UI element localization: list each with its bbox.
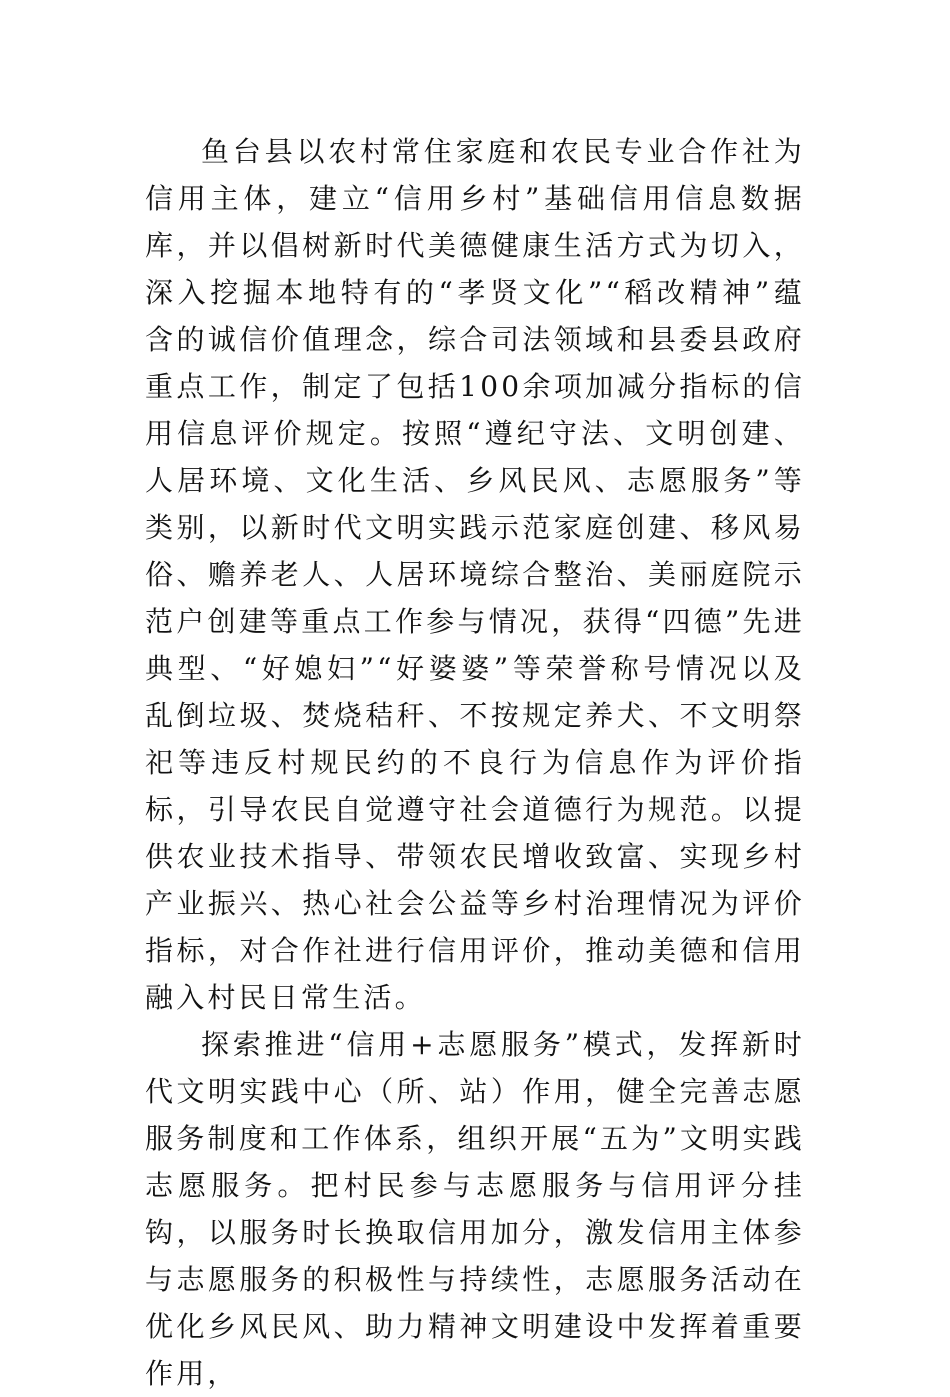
paragraph-volunteer-service: 探索推进“信用+志愿服务”模式，发挥新时代文明实践中心（所、站）作用，健全完善志愿服务制度和工作体系，组织开展“五为”文明实践志愿服务。把村民参与志愿服务与信用评分挂钩，以服务时长换取信用加分，激发信用主体参与志愿服务的积极性与持续性，志愿服务活动在优化乡风民风、助力精神文明建设中发挥着重要作用， — [145, 1028, 806, 1390]
paragraph-credit-evaluation: 鱼台县以农村常住家庭和农民专业合作社为信用主体，建立“信用乡村”基础信用信息数据库，并以倡树新时代美德健康生活方式为切入，深入挖掘本地特有的“孝贤文化”“稻改精神”蕴含的诚信价值理念，综合司法领域和县委县政府重点工作，制定了包括100余项加减分指标的信用信息评价规定。按照“遵纪守法、文明创建、人居环境、文化生活、乡风民风、志愿服务”等类别，以新时代文明实践示范家庭创建、移风易俗、赡养老人、人居环境综合整治、美丽庭院示范户创建等重点工作参与情况，获得“四德”先进典型、“好媳妇”“好婆婆”等荣誉称号情况以及乱倒垃圾、焚烧秸秆、不按规定养犬、不文明祭祀等违反村规民约的不良行为信息作为评价指标，引导农民自觉遵守社会道德行为规范。以提供农业技术指导、带领农民增收致富、实现乡村产业振兴、热心社会公益等乡村治理情况为评价指标，对合作社进行信用评价，推动美德和信用融入村民日常生活。 — [145, 135, 806, 1014]
document-body — [145, 128, 805, 1397]
